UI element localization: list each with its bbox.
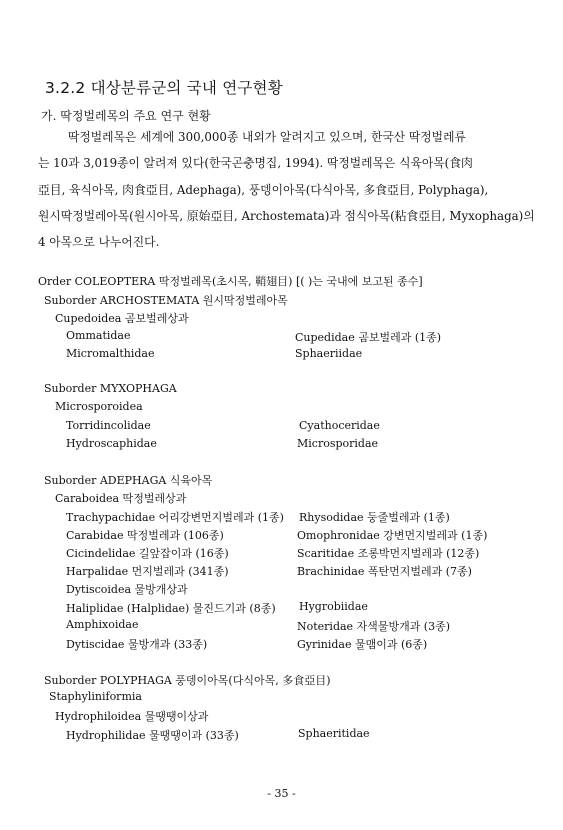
family-left: Cicindelidae 길앞잡이과 (16종)	[66, 547, 229, 560]
superfamily-hydrophiloidea: Hydrophiloidea 물땡땡이상과	[55, 710, 209, 723]
paragraph-line: 는 10과 3,019종이 알려져 있다(한국곤충명집, 1994). 딱정벌레목은 식육아목(食肉	[38, 156, 473, 171]
section-heading: 3.2.2 대상분류군의 국내 연구현황	[45, 79, 283, 97]
family-right: Omophronidae 강변먼지벌레과 (1종)	[297, 529, 488, 542]
family-right: Sphaeritidae	[298, 727, 370, 740]
family-left: Dytiscidae 물방개과 (33종)	[66, 638, 208, 651]
superfamily-caraboidea: Caraboidea 딱정벌레상과	[55, 492, 187, 505]
family-right: Brachinidae 폭탄먼지벌레과 (7종)	[297, 565, 472, 578]
suborder-myxophaga: Suborder MYXOPHAGA	[44, 382, 177, 395]
family-left: Torridincolidae	[66, 419, 151, 432]
family-left: Harpalidae 먼지벌레과 (341종)	[66, 565, 229, 578]
superfamily-dytiscoidea: Dytiscoidea 물방개상과	[66, 583, 188, 596]
series-staphyliniformia: Staphyliniformia	[49, 690, 142, 703]
body-paragraph	[38, 124, 535, 255]
superfamily-microsporoidea: Microsporoidea	[55, 400, 143, 413]
family-left: Carabidae 딱정벌레과 (106종)	[66, 529, 224, 542]
superfamily-cupedoidea: Cupedoidea 곰보벌레상과	[55, 312, 189, 325]
family-right: Cupedidae 곰보벌레과 (1종)	[295, 331, 442, 344]
order-line: Order COLEOPTERA 딱정벌레목(초시목, 鞘翅目) [( )는 국내에 보고된 종수]	[38, 275, 423, 288]
family-right: Noteridae 자색물방개과 (3종)	[297, 620, 451, 633]
family-right: Hygrobiidae	[299, 600, 368, 613]
suborder-polyphaga: Suborder POLYPHAGA 풍뎅이아목(다식아목, 多食亞目)	[44, 674, 331, 687]
suborder-archostemata: Suborder ARCHOSTEMATA 원시딱정벌레아목	[44, 294, 288, 307]
family-left: Micromalthidae	[66, 347, 155, 360]
paragraph-line: 원시딱정벌레아목(원시아목, 原始亞目, Archostemata)과 점식아목(粘食亞目, Myxophaga)의	[38, 208, 535, 223]
page-number: - 35 -	[267, 787, 296, 800]
subheading: 가. 딱정벌레목의 주요 연구 현황	[41, 109, 211, 123]
family-left: Hydroscaphidae	[66, 437, 157, 450]
family-right: Gyrinidae 물맴이과 (6종)	[297, 638, 428, 651]
family-right: Rhysodidae 둥줄벌레과 (1종)	[299, 511, 450, 524]
family-left: Ommatidae	[66, 329, 131, 342]
family-right: Sphaeriidae	[295, 347, 363, 360]
suborder-adephaga: Suborder ADEPHAGA 식육아목	[44, 474, 213, 487]
family-right: Cyathoceridae	[299, 419, 380, 432]
family-left: Hydrophilidae 물땡땡이과 (33종)	[66, 729, 239, 742]
paragraph-line: 亞目, 육식아목, 肉食亞目, Adephaga), 풍뎅이아목(다식아목, 多食亞目, Polyphaga),	[38, 182, 489, 197]
family-left: Amphixoidae	[66, 618, 139, 631]
family-right: Scaritidae 조롱박먼지벌레과 (12종)	[297, 547, 480, 560]
family-right: Microsporidae	[297, 437, 379, 450]
paragraph-line: 딱정벌레목은 세계에 300,000종 내외가 알려지고 있으며, 한국산 딱정벌레류	[38, 130, 466, 144]
paragraph-line: 4 아목으로 나누어진다.	[38, 235, 160, 250]
family-left: Haliplidae (Halplidae) 물진드기과 (8종)	[66, 602, 276, 615]
family-left: Trachypachidae 어리강변먼지벌레과 (1종)	[66, 511, 284, 524]
